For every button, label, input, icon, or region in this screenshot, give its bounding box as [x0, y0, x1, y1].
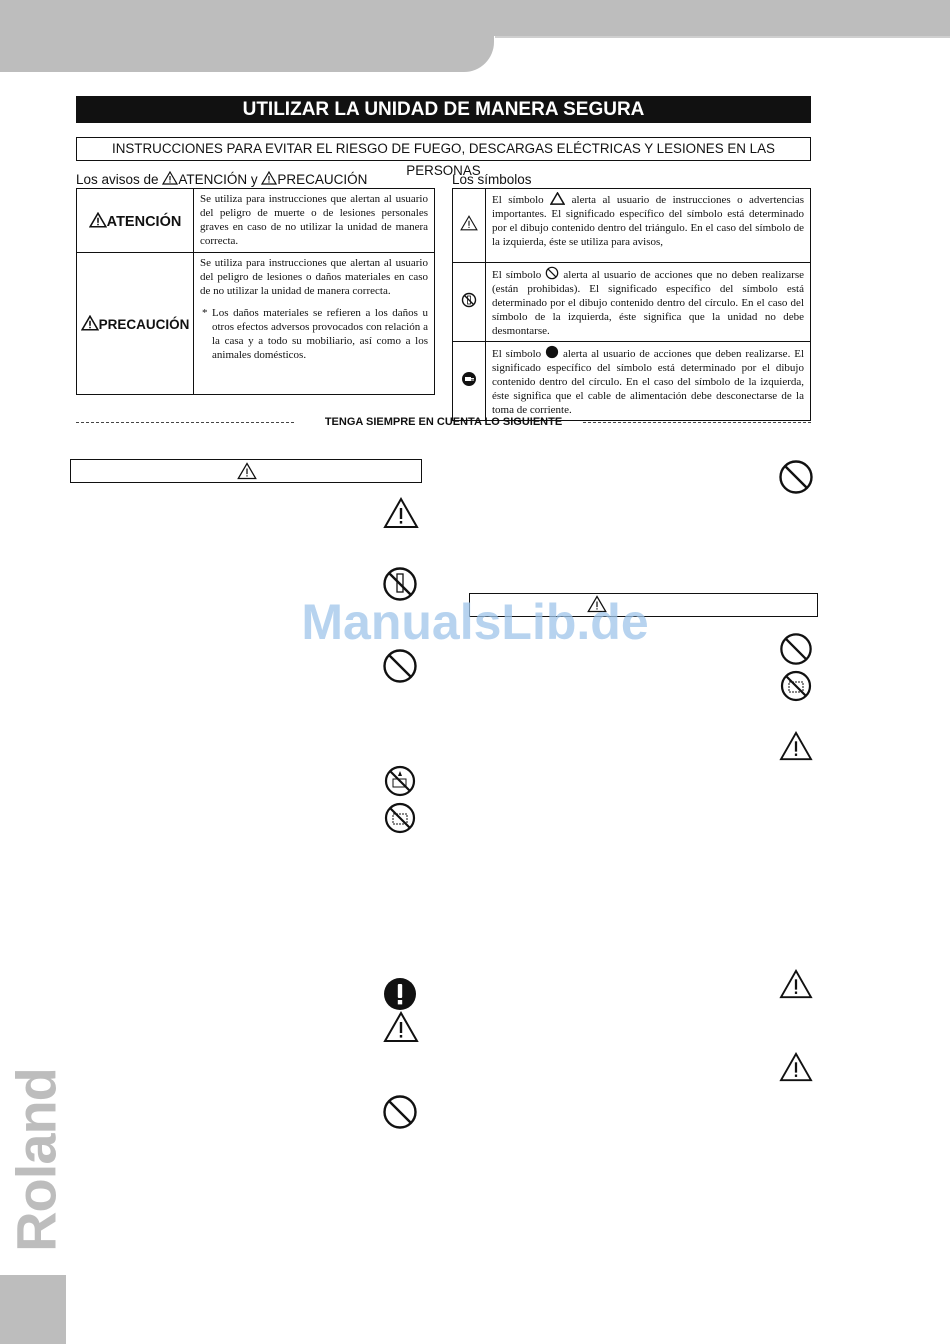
warning-triangle-icon [237, 462, 257, 480]
simbolo-prohibited-cell [453, 263, 486, 342]
simbolo-text-before: El símbolo [492, 194, 544, 206]
warning-triangle-icon [383, 497, 419, 529]
unplug-icon [461, 371, 477, 387]
avisos-row-atencion [77, 189, 435, 253]
top-rule [495, 36, 950, 38]
avisos-table [76, 188, 435, 395]
simbolos-heading: Los símbolos [452, 172, 532, 187]
avisos-heading-word1: ATENCIÓN [178, 172, 248, 187]
prohibited-circle-icon [545, 266, 559, 280]
simbolo-text-after: alerta al usuario de instrucciones o advertencias importantes. El significado específico del símbolo está determinado por el dibujo contenido dentro del triángulo. En el caso del símbolo de la izquierda, éste se utiliza para avisos, [492, 194, 805, 248]
simbolo-text-after: alerta al usuario de acciones que deben realizarse. El significado específico del símbolo está determinado por el dibujo contenido dentro del círculo. En el caso del símbolo de la izquierda, éste significa que el cable de alimentación debe desconectarse de la toma de corriente. [492, 348, 804, 416]
avisos-row-precaucion [77, 253, 435, 395]
atencion-label: ATENCIÓN [106, 213, 182, 230]
page-subtitle: INSTRUCCIONES PARA EVITAR EL RIESGO DE FUEGO, DESCARGAS ELÉCTRICAS Y LESIONES EN LAS PERSONAS [76, 137, 811, 161]
no-liquid-icon [780, 670, 812, 702]
divider-dash-right [583, 422, 811, 423]
precaucion-text: Se utiliza para instrucciones que alertan al usuario del peligro de lesiones o daños materiales en caso de no utilizar la unidad de manera correcta. [200, 257, 428, 297]
divider-dash-left [76, 422, 294, 423]
corner-block [0, 1275, 66, 1344]
precaucion-label-cell [77, 253, 194, 395]
warning-triangle-icon [779, 1052, 813, 1082]
no-water-icon [384, 765, 416, 797]
mandatory-action-icon [383, 977, 417, 1011]
simbolo-warning-text [486, 189, 811, 263]
top-tab [0, 36, 494, 72]
simbolo-warning-cell [453, 189, 486, 263]
precaucion-cell [194, 253, 435, 395]
warning-triangle-icon [383, 1011, 419, 1043]
brand-text: Roland [4, 1068, 68, 1252]
simbolo-text-after: alerta al usuario de acciones que no deben realizarse (están prohibidas). El significado específico del símbolo está determinado por el dibujo contenido dentro del círculo. En el caso del símbolo de la izquierda, éste significa que la unidad no debe desmontarse. [492, 269, 804, 337]
warning-section-box [70, 459, 422, 483]
simbolos-row-prohibited [453, 263, 811, 342]
no-disassemble-icon [461, 292, 477, 308]
prohibited-icon [779, 632, 813, 666]
warning-triangle-icon [81, 315, 99, 331]
simbolo-prohibited-text [486, 263, 811, 342]
simbolos-row-mandatory [453, 342, 811, 421]
no-liquid-icon [384, 802, 416, 834]
warning-triangle-icon [162, 171, 178, 185]
avisos-heading-and: y [250, 172, 258, 187]
prohibited-icon [382, 648, 418, 684]
prohibited-icon [778, 459, 814, 495]
triangle-outline-icon [550, 192, 565, 205]
simbolo-mandatory-text [486, 342, 811, 421]
avisos-heading-word2: PRECAUCIÓN [277, 172, 368, 187]
atencion-label-cell [77, 189, 194, 253]
warning-triangle-icon [261, 171, 277, 185]
simbolo-text-before: El símbolo [492, 348, 542, 360]
watermark: ManualsLib.de [301, 594, 649, 650]
simbolo-text-before: El símbolo [492, 269, 542, 281]
avisos-heading [76, 171, 436, 189]
page-title: UTILIZAR LA UNIDAD DE MANERA SEGURA [76, 96, 811, 123]
filled-circle-icon [545, 345, 559, 359]
brand-logo [4, 1060, 68, 1260]
avisos-heading-prefix: Los avisos de [76, 172, 159, 187]
warning-triangle-icon [779, 731, 813, 761]
simbolos-row-warning [453, 189, 811, 263]
section-divider [76, 414, 811, 430]
warning-triangle-icon [779, 969, 813, 999]
simbolo-mandatory-cell [453, 342, 486, 421]
atencion-text: Se utiliza para instrucciones que alertan al usuario del peligro de muerte o de lesiones personales graves en caso de no utilizar la unidad de manera correcta. [194, 189, 435, 253]
prohibited-icon [382, 1094, 418, 1130]
warning-triangle-icon [89, 212, 107, 228]
top-band [0, 0, 950, 36]
simbolos-table [452, 188, 811, 421]
warning-triangle-icon [460, 215, 478, 231]
precaucion-label: PRECAUCIÓN [98, 317, 190, 332]
divider-label: TENGA SIEMPRE EN CUENTA LO SIGUIENTE [324, 416, 563, 428]
precaucion-note: * Los daños materiales se refieren a los daños u otros efectos adversos provocados con relación a la casa y a todo su mobiliario, así como a los animales domésticos. [202, 307, 428, 361]
